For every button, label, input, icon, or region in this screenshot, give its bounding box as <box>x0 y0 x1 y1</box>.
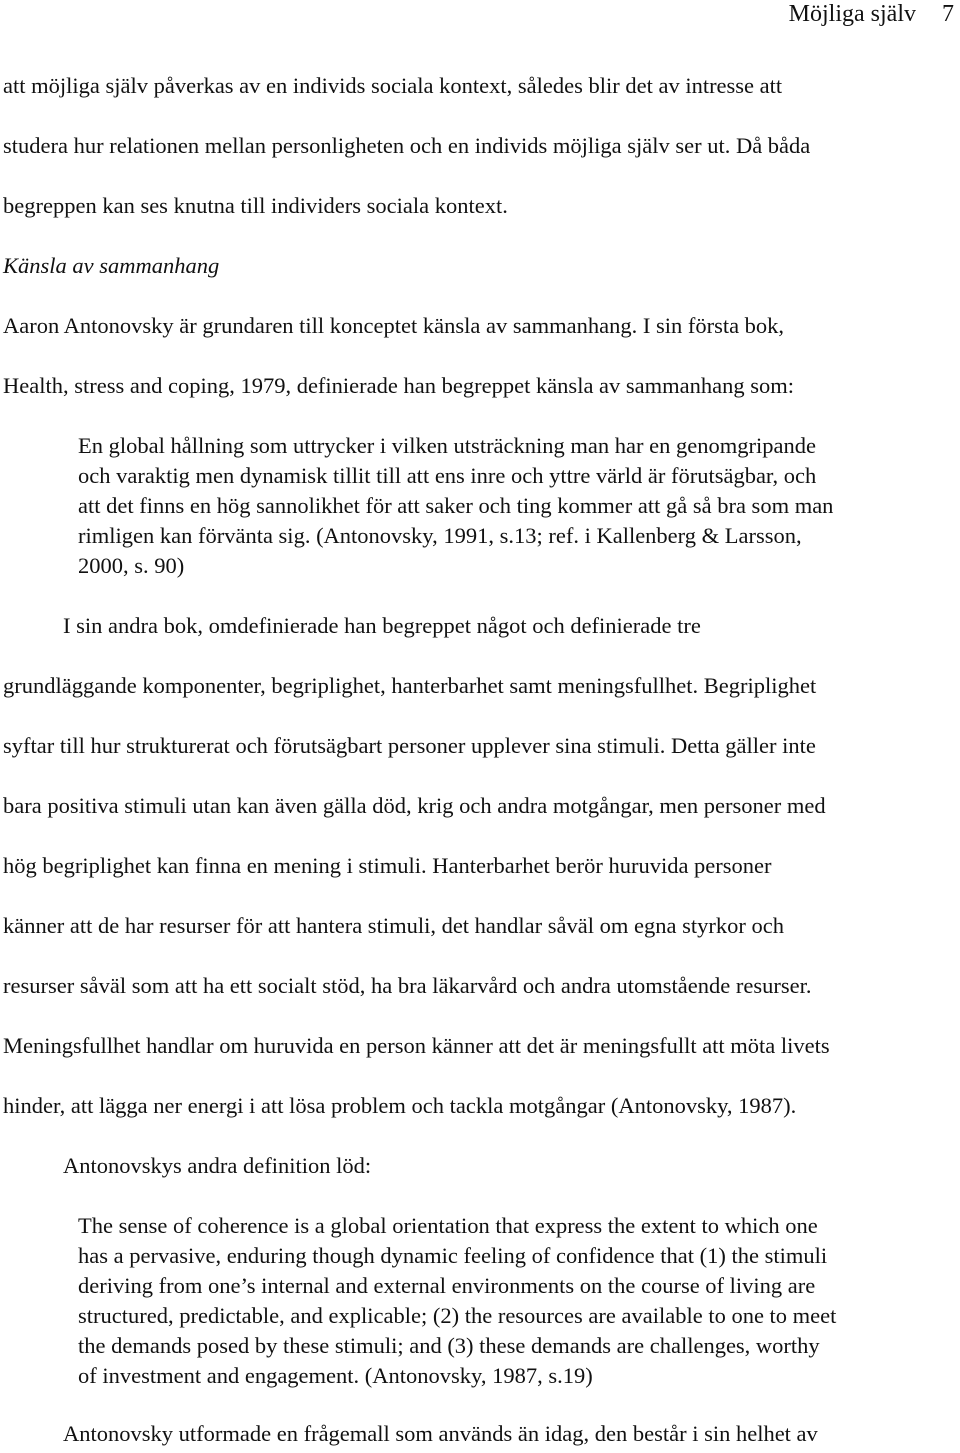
block-quote-line: En global hållning som uttrycker i vilken utsträckning man har en genomgripande <box>78 433 816 458</box>
body-text-line: studera hur relationen mellan personligheten och en individs möjliga själv ser ut. Då båda <box>3 133 811 158</box>
block-quote-line: the demands posed by these stimuli; and (3) these demands are challenges, worthy <box>78 1333 820 1358</box>
block-quote-line: 2000, s. 90) <box>78 553 185 578</box>
running-title: Möjliga själv <box>788 1 916 27</box>
block-quote-line: och varaktig men dynamisk tillit till att ens inre och yttre värld är förutsägbar, och <box>78 463 817 488</box>
body-text-line: syftar till hur strukturerat och förutsägbart personer upplever sina stimuli. Detta gäller inte <box>3 733 816 758</box>
body-text-line: Aaron Antonovsky är grundaren till konceptet känsla av sammanhang. I sin första bok, <box>3 313 785 338</box>
body-text-line: I sin andra bok, omdefinierade han begreppet något och definierade tre <box>63 613 701 638</box>
block-quote-line: The sense of coherence is a global orientation that express the extent to which one <box>78 1213 818 1238</box>
block-quote-line: att det finns en hög sannolikhet för att saker och ting kommer att gå så bra som man <box>78 493 834 518</box>
block-quote-line: rimligen kan förvänta sig. (Antonovsky, 1991, s.13; ref. i Kallenberg & Larsson, <box>78 523 802 548</box>
body-text-line: begreppen kan ses knutna till individers sociala kontext. <box>3 193 508 218</box>
body-text-line: att möjliga själv påverkas av en individs sociala kontext, således blir det av intresse att <box>3 73 783 98</box>
body-text-line: känner att de har resurser för att hantera stimuli, det handlar såväl om egna styrkor och <box>3 913 784 938</box>
block-quote-line: structured, predictable, and explicable; (2) the resources are available to one to meet <box>78 1303 837 1328</box>
block-quote-line: deriving from one’s internal and external environments on the course of living are <box>78 1273 816 1298</box>
body-text-line: Meningsfullhet handlar om huruvida en person känner att det är meningsfullt att möta livets <box>3 1033 830 1058</box>
body-text-line: Health, stress and coping, 1979, definierade han begreppet känsla av sammanhang som: <box>3 373 795 398</box>
section-heading: Känsla av sammanhang <box>3 253 220 278</box>
body-text-line: hinder, att lägga ner energi i att lösa problem och tackla motgångar (Antonovsky, 1987). <box>3 1093 797 1118</box>
body-text-line: resurser såväl som att ha ett socialt stöd, ha bra läkarvård och andra utomstående resurser. <box>3 973 812 998</box>
body-text-line: grundläggande komponenter, begriplighet, hanterbarhet samt meningsfullhet. Begriplighet <box>3 673 817 698</box>
body-text-line: Antonovsky utformade en frågemall som används än idag, den består i sin helhet av <box>63 1421 818 1446</box>
running-header <box>789 0 954 28</box>
block-quote-line: of investment and engagement. (Antonovsky, 1987, s.19) <box>78 1363 593 1388</box>
body-text-line: hög begriplighet kan finna en mening i stimuli. Hanterbarhet berör huruvida personer <box>3 853 772 878</box>
body-text-line: bara positiva stimuli utan kan även gälla död, krig och andra motgångar, men personer med <box>3 793 826 818</box>
page-number: 7 <box>942 1 954 27</box>
definition-intro: Antonovskys andra definition löd: <box>63 1153 372 1178</box>
block-quote-line: has a pervasive, enduring though dynamic feeling of confidence that (1) the stimuli <box>78 1243 828 1268</box>
